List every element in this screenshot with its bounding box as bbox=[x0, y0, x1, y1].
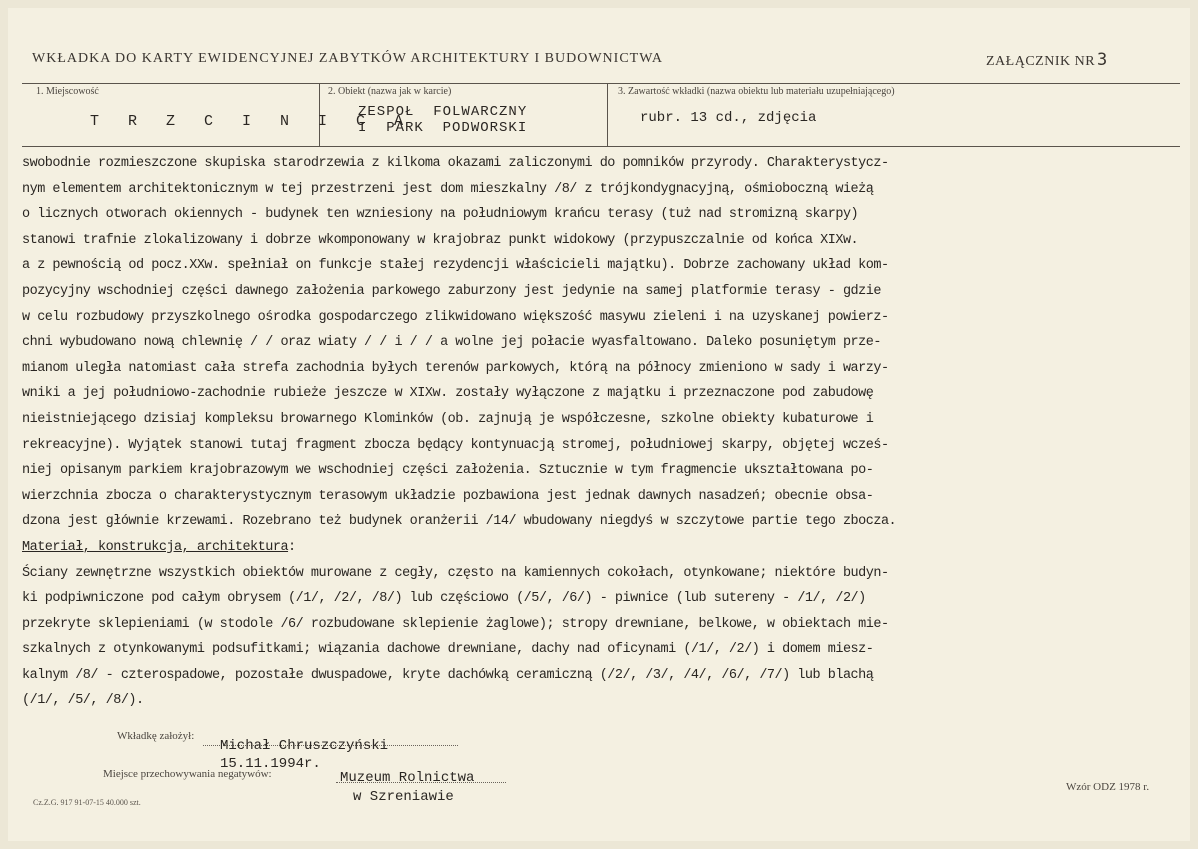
negatives-location-line2: w Szreniawie bbox=[353, 789, 454, 805]
form-model: Wzór ODZ 1978 r. bbox=[1066, 781, 1150, 793]
body-line: rekreacyjne). Wyjątek stanowi tutaj fragment zbocza będący kontynuacją stromej, południowej skarpy, objętej wcześ- bbox=[22, 437, 889, 453]
annex-number bbox=[986, 50, 1108, 70]
section-line: Ściany zewnętrzne wszystkich obiektów murowane z cegły, często na kamiennych cokołach, otynkowane; niektóre budyn- bbox=[22, 565, 889, 581]
body-line: nym elementem architektonicznym w tej przestrzeni jest dom mieszkalny /8/ z trójkondygnacyjną, ośmioboczną wieżą bbox=[22, 181, 874, 197]
section-heading-line bbox=[22, 535, 1182, 561]
section-line: (/1/, /5/, /8/). bbox=[22, 693, 144, 709]
annex-label: ZAŁĄCZNIK NR bbox=[986, 54, 1096, 69]
body-line: dzona jest głównie krzewami. Rozebrano też budynek oranżerii /14/ wbudowany niegdyś w szczytowe partie tego zbocza. bbox=[22, 514, 897, 530]
form-title: WKŁADKA DO KARTY EWIDENCYJNEJ ZABYTKÓW ARCHITEKTURY I BUDOWNICTWA bbox=[32, 51, 663, 66]
body-line: o licznych otworach okiennych - budynek ten wzniesiony na południowym krańcu terasy (tuż nad stromizną skarpy) bbox=[22, 207, 859, 223]
print-code: Cz.Z.G. 917 91-07-15 40.000 szt. bbox=[33, 798, 141, 807]
annex-number-value: 3 bbox=[1097, 50, 1108, 70]
body-line: wniki a jej południowo-zachodnie rubieże jeszcze w XIXw. zostały wyłączone z majątku i przeznaczone pod zabudowę bbox=[22, 386, 874, 402]
place-value: T R Z C I N I C A bbox=[90, 113, 414, 130]
description-text bbox=[22, 151, 1182, 714]
entry-date: 15.11.1994r. bbox=[220, 756, 321, 772]
field-divider-2 bbox=[607, 83, 608, 146]
section-line: ki podpiwniczone pod całym obrysem (/1/, /2/, /8/) lub częściowo (/5/, /6/) - piwnice (lub sutereny - /1/, /2/) bbox=[22, 591, 866, 607]
body-line: niej opisanym parkiem krajobrazowym we wschodniej części założenia. Sztucznie w tym fragmencie ukształtowana po- bbox=[22, 463, 874, 479]
body-line: a z pewnością od pocz.XXw. spełniał on funkcje stałej rezydencji właścicieli majątku). Dobrze zachowany układ kom- bbox=[22, 258, 889, 274]
body-line: w celu rozbudowy przyszkolnego ośrodka gospodarczego zlikwidowano większość masywu zieleni i na uzyskanej powierz- bbox=[22, 309, 889, 325]
section-line: szkalnych z otynkowanymi podsufitkami; wiązania dachowe drewniane, dachy nad oficynami (/1/, /2/) i domem miesz- bbox=[22, 642, 874, 658]
header-bottom-rule bbox=[22, 146, 1180, 147]
negatives-location-line1: Muzeum Rolnictwa bbox=[340, 770, 475, 786]
section-heading: Materiał, konstrukcja, architektura bbox=[22, 539, 289, 555]
object-label: 2. Obiekt (nazwa jak w karcie) bbox=[328, 86, 452, 97]
body-line: stanowi trafnie zlokalizowany i dobrze wkomponowany w krajobraz punkt widokowy (przypuszczalnie od końca XIXw. bbox=[22, 232, 859, 248]
body-line: chni wybudowano nową chlewnię / / oraz wiaty / / i / / a wolne jej połacie wyasfaltowano. Daleko posuniętym prze- bbox=[22, 335, 881, 351]
section-heading-colon: : bbox=[288, 539, 296, 555]
contents-value: rubr. 13 cd., zdjęcia bbox=[640, 110, 817, 126]
header-top-rule bbox=[22, 83, 1180, 84]
negatives-location-label: Miejsce przechowywania negatywów: bbox=[103, 768, 272, 780]
place-label: 1. Miejscowość bbox=[36, 86, 99, 97]
section-line: kalnym /8/ - czterospadowe, pozostałe dwuspadowe, kryte dachówką ceramiczną (/2/, /3/, /4/, /6/, /7/) lub blachą bbox=[22, 667, 874, 683]
object-value: ZESPOŁ FOLWARCZNY I PARK PODWORSKI bbox=[358, 104, 528, 136]
body-line: wierzchnia zbocza o charakterystycznym terasowym układzie pozbawiona jest jednak dawnych nasadzeń; obecnie obsa- bbox=[22, 488, 874, 504]
signed-by-label: Wkładkę założył: bbox=[117, 730, 195, 742]
body-line: nieistniejącego dzisiaj kompleksu browarnego Klominków (ob. zajnują je współczesne, szkolne obiekty kubaturowe i bbox=[22, 411, 874, 427]
section-line: przekryte sklepieniami (w stodole /6/ rozbudowane sklepienie żaglowe); stropy drewniane, belkowe, w obiektach mie- bbox=[22, 616, 889, 632]
contents-label: 3. Zawartość wkładki (nazwa obiektu lub materiału uzupełniającego) bbox=[618, 86, 895, 97]
body-line: mianom uległa natomiast cała strefa zachodnia byłych terenów parkowych, którą na północy zmieniono w sady i warzy- bbox=[22, 360, 889, 376]
body-line: pozycyjny wschodniej części dawnego założenia parkowego zaburzony jest jedynie na samej platformie terasy - gdzie bbox=[22, 283, 881, 299]
author-name: Michał Chruszczyński bbox=[220, 738, 389, 754]
body-line: swobodnie rozmieszczone skupiska starodrzewia z kilkoma okazami zaliczonymi do pomników przyrody. Charakterystycz- bbox=[22, 156, 889, 171]
